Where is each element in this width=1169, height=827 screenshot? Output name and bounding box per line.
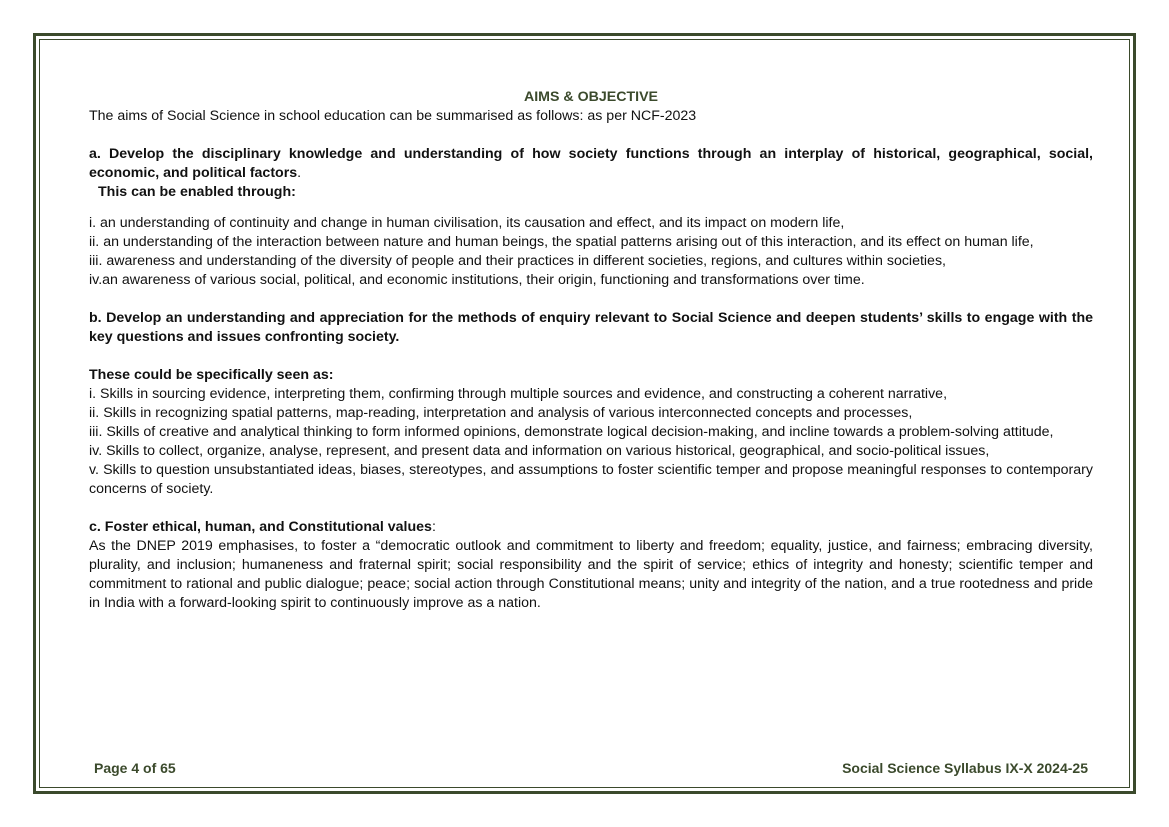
section-b-subheading: These could be specifically seen as: bbox=[89, 367, 334, 383]
footer-document-title: Social Science Syllabus IX-X 2024-25 bbox=[842, 760, 1088, 776]
section-c-heading bbox=[89, 518, 1093, 537]
section-a-item-1: i. an understanding of continuity and change in human civilisation, its causation and effect, and its impact on modern life, bbox=[89, 215, 845, 231]
section-a-heading-tail: . bbox=[297, 165, 302, 181]
section-a-item-3: iii. awareness and understanding of the diversity of people and their practices in different societies, regions, and cultures within societies, bbox=[89, 253, 946, 269]
section-a-heading bbox=[89, 145, 1093, 183]
section-c-heading-tail: : bbox=[431, 519, 436, 535]
section-b-item-3: iii. Skills of creative and analytical thinking to form informed opinions, demonstrate logical decision-making, and incline towards a problem-solving attitude, bbox=[89, 424, 1054, 440]
section-b-item-4: iv. Skills to collect, organize, analyse, represent, and present data and information on various historical, geographical, and socio-political issues, bbox=[89, 443, 990, 459]
section-b-item-1: i. Skills in sourcing evidence, interpreting them, confirming through multiple sources and evidence, and constructing a coherent narrative, bbox=[89, 386, 948, 402]
section-c-heading-text: c. Foster ethical, human, and Constitutional values bbox=[89, 519, 432, 535]
section-b-item-5: v. Skills to question unsubstantiated ideas, biases, stereotypes, and assumptions to foster scientific temper and propose meaningful responses to contemporary concerns of society. bbox=[89, 462, 1093, 497]
section-a-item-4: iv.an awareness of various social, political, and economic institutions, their origin, functioning and transformations over time. bbox=[89, 272, 865, 288]
section-a-item-2: ii. an understanding of the interaction between nature and human beings, the spatial patterns arising out of this interaction, and its effect on human life, bbox=[89, 234, 1034, 250]
section-a-subheading: This can be enabled through: bbox=[98, 184, 296, 200]
section-c-body: As the DNEP 2019 emphasises, to foster a “democratic outlook and commitment to liberty and freedom; equality, justice, and fairness; embracing diversity, plurality, and inclusion; humaneness and fraternal spirit; social responsibility and the spirit of service; ethics of integrity and honesty; scientific temper and commitment to rational and public dialogue; peace; social action through Constitutional means; unity and integrity of the nation, and a true rootedness and pride in India with a forward-looking spirit to continuously improve as a nation. bbox=[89, 538, 1093, 611]
footer-page-number: Page 4 of 65 bbox=[94, 760, 176, 776]
section-b-item-2: ii. Skills in recognizing spatial patterns, map-reading, interpretation and analysis of various interconnected concepts and processes, bbox=[89, 405, 913, 421]
page-content bbox=[89, 88, 1093, 613]
page-title: AIMS & OBJECTIVE bbox=[523, 89, 658, 105]
intro-text: The aims of Social Science in school education can be summarised as follows: as per NCF-2023 bbox=[89, 108, 697, 124]
section-a-heading-text: a. Develop the disciplinary knowledge and understanding of how society functions through an interplay of historical, geographical, social, economic, and political factors bbox=[89, 146, 1093, 181]
section-b-heading: b. Develop an understanding and appreciation for the methods of enquiry relevant to Social Science and deepen students’ skills to engage with the key questions and issues confronting society. bbox=[89, 310, 1093, 345]
